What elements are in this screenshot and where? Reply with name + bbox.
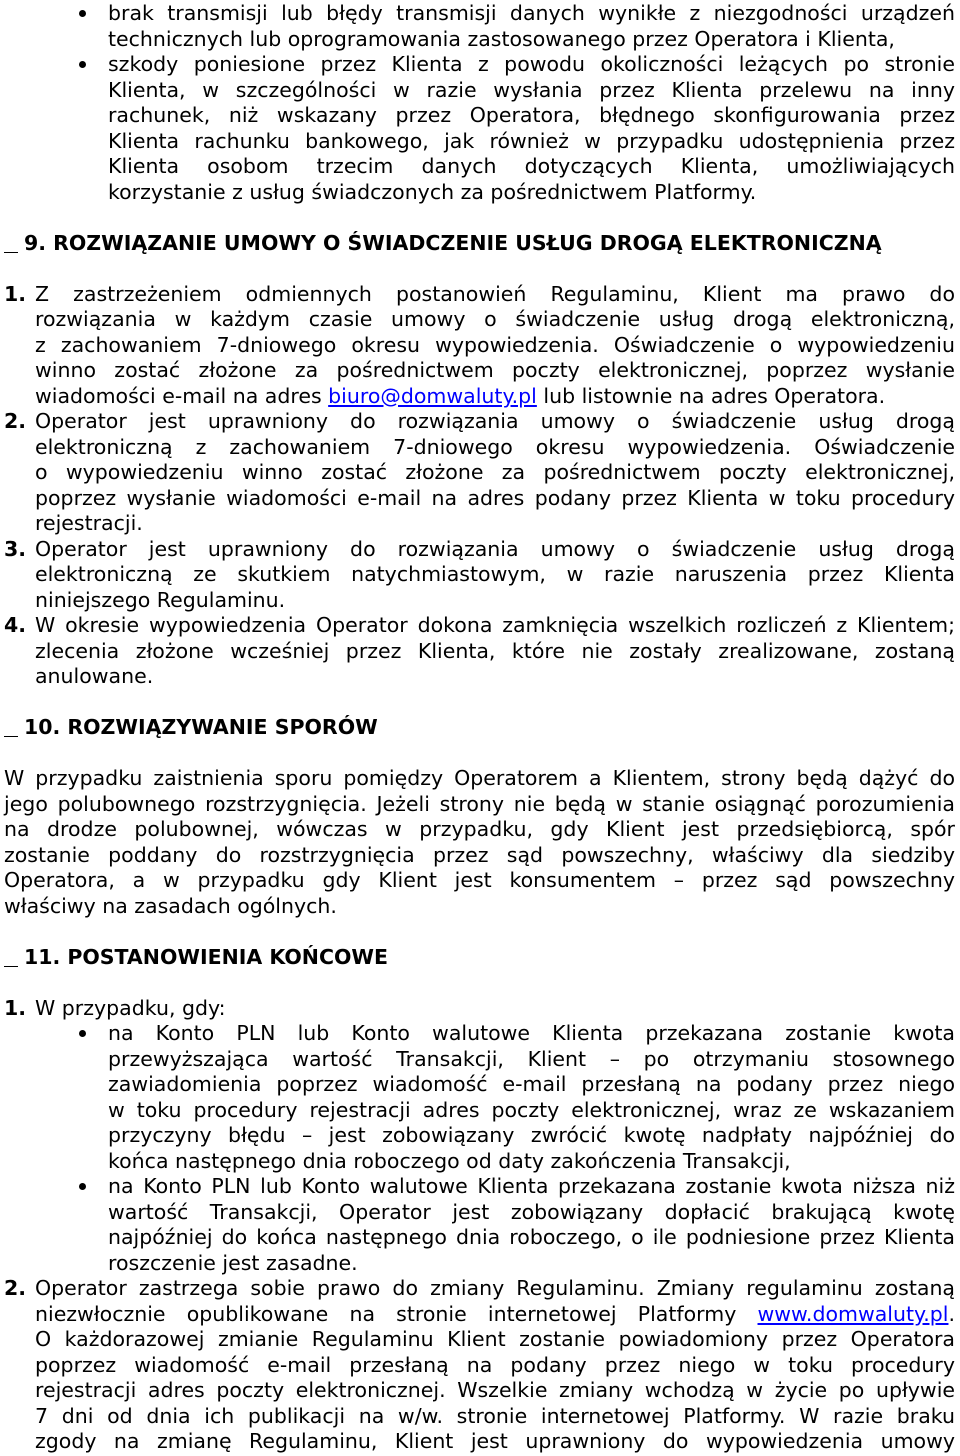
text-line: korzystanie z usług świadczonych za pośrednictwem Platformy.: [108, 179, 757, 204]
text-line: brak transmisji lub błędy transmisji danych wynikłe z niezgodności urządzeń: [108, 1, 955, 25]
item-number: 2.: [4, 409, 27, 433]
item-number: 3.: [4, 536, 27, 561]
text-line: Operatora, a w przypadku gdy Klient jest konsumentem – przez sąd powszechny: [4, 868, 955, 892]
website-link[interactable]: www.domwaluty.pl: [757, 1301, 949, 1326]
bullet-item: [108, 1021, 955, 1174]
bullet-list: [108, 1021, 955, 1276]
section-heading: [4, 945, 960, 971]
text-line: [35, 384, 955, 410]
bullet-icon: [79, 1183, 86, 1190]
line-text: .: [948, 1301, 955, 1326]
text-line: rachunek, niż wskazany przez Operatora, błędnego skonfigurowania przez: [108, 103, 955, 127]
text-line: o wypowiedzeniu winno zostać złożone za pośrednictwem poczty elektronicznej,: [35, 460, 955, 484]
text-line: Klienta, w szczególności w razie wysłania przez Klienta przelewu na inny: [108, 77, 955, 102]
text-line: O każdorazowej zmianie Regulaminu Klient zostanie powiadomiony przez Operatora: [35, 1327, 955, 1351]
numbered-item: [4, 536, 955, 614]
section-title: ROZWIĄZYWANIE SPORÓW: [67, 715, 378, 739]
text-line: z zachowaniem 7-dniowego okresu wypowiedzenia. Oświadczenie o wypowiedzeniu: [35, 332, 955, 357]
section-number: 9.: [24, 230, 47, 255]
text-line: przyczyny błędu – jest zobowiązany zwrócić kwotę nadpłaty najpóźniej do: [108, 1123, 955, 1147]
section-number: 10.: [24, 715, 61, 739]
bullet-item: [108, 1, 955, 52]
bullet-icon: [79, 61, 86, 68]
text-line: winno zostać złożone za pośrednictwem poczty elektronicznej, poprzez wysłanie: [35, 358, 955, 382]
text-line: szkody poniesione przez Klienta z powodu okoliczności leżących po stronie: [108, 52, 955, 76]
text-line: jego polubownego rozstrzygnięcia. Jeżeli strony nie będą w stanie osiągnąć porozumienia: [4, 791, 955, 816]
text-line: zostanie poddany do rozstrzygnięcia przez sąd powszechny, właściwy dla siedziby: [4, 842, 955, 867]
line-text: lub listownie na adres Operatora.: [536, 383, 886, 408]
section-title: POSTANOWIENIA KOŃCOWE: [67, 944, 389, 969]
text-line: w toku procedury rejestracji adres poczty elektronicznej, wraz ze wskazaniem: [108, 1097, 955, 1122]
text-line: W okresie wypowiedzenia Operator dokona zamknięcia wszelkich rozliczeń z Klientem;: [35, 613, 955, 637]
text-line: końca następnego dnia roboczego od daty zakończenia Transakcji,: [108, 1148, 791, 1173]
bullet-item: [108, 1174, 955, 1276]
section-title: ROZWIĄZANIE UMOWY O ŚWIADCZENIE USŁUG DROGĄ ELEKTRONICZNĄ: [53, 230, 882, 255]
text-line: 7 dni od dnia ich publikacji na w/w. stronie internetowej Platformy. W razie braku: [35, 1403, 955, 1428]
text-line: Operator zastrzega sobie prawo do zmiany Regulaminu. Zmiany regulaminu zostaną: [35, 1276, 955, 1300]
paragraph: [4, 766, 955, 919]
email-link[interactable]: biuro@domwaluty.pl: [328, 383, 537, 408]
text-line: anulowane.: [35, 664, 154, 688]
bullet-list: [108, 1, 955, 205]
numbered-list: [4, 281, 955, 690]
text-line: poprzez wiadomość e-mail przesłaną na podany przez niego w toku procedury: [35, 1352, 955, 1377]
heading-underline-mark: [4, 252, 18, 253]
item-number: 1.: [4, 995, 27, 1020]
text-line: rejestracji.: [35, 511, 143, 535]
text-line: najpóźniej do końca następnego dnia roboczego, o ile podniesione przez Klienta: [108, 1225, 955, 1249]
text-line: Klienta rachunku bankowego, jak również w przypadku udostępnienia przez: [108, 128, 955, 153]
text-line: poprzez wysłanie wiadomości e-mail na adres podany przez Klienta w toku procedury: [35, 485, 955, 510]
text-line: Klienta osobom trzecim danych dotyczących Klienta, umożliwiających: [108, 154, 955, 178]
section-heading: [4, 231, 960, 257]
bullet-icon: [79, 1030, 86, 1037]
numbered-item: [4, 409, 955, 537]
text-line: zlecenia złożone wcześniej przez Klienta, które nie zostały zrealizowane, zostaną: [35, 638, 955, 663]
text-line: roszczenie jest zasadne.: [108, 1250, 358, 1275]
text-line: Z zastrzeżeniem odmiennych postanowień Regulaminu, Klient ma prawo do: [35, 281, 955, 306]
item-number: 2.: [4, 1276, 27, 1300]
text-line: właściwy na zasadach ogólnych.: [4, 893, 337, 918]
text-line: na Konto PLN lub Konto walutowe Klienta przekazana zostanie kwota niższa niż: [108, 1174, 955, 1198]
text-line: Operator jest uprawniony do rozwiązania umowy o świadczenie usług drogą: [35, 409, 955, 433]
numbered-item: [4, 1276, 955, 1455]
bullet-item: [108, 52, 955, 205]
text-line: na drodze polubownej, wówczas w przypadku, gdy Klient jest przedsiębiorcą, spór: [4, 817, 955, 841]
text-line: W przypadku, gdy:: [35, 995, 226, 1020]
section-number: 11.: [24, 944, 61, 969]
item-number: 1.: [4, 281, 27, 306]
text-line: rejestracji adres poczty elektronicznej. Wszelkie zmiany wchodzą w życie po upływie: [35, 1378, 955, 1402]
text-line: technicznych lub oprogramowania zastosowanego przez Operatora i Klienta,: [108, 26, 895, 51]
heading-underline-mark: [4, 736, 18, 737]
line-text: niezwłocznie opublikowane na stronie internetowej Platformy: [35, 1301, 758, 1326]
numbered-item: [4, 613, 955, 690]
text-line: na Konto PLN lub Konto walutowe Klienta przekazana zostanie kwota: [108, 1021, 955, 1045]
numbered-item: [4, 995, 955, 1277]
item-number: 4.: [4, 613, 27, 637]
numbered-list: [4, 995, 955, 1455]
text-line: zgody na zmianę Regulaminu, Klient jest uprawniony do wypowiedzenia umowy: [35, 1429, 955, 1453]
text-line: [35, 1302, 955, 1328]
text-line: zawiadomienia poprzez wiadomość e-mail przesłaną na podany przez niego: [108, 1072, 955, 1096]
heading-underline-mark: [4, 966, 18, 967]
text-line: elektroniczną ze skutkiem natychmiastowym, w razie naruszenia przez Klienta: [35, 562, 955, 586]
text-line: wartość Transakcji, Operator jest zobowiązany dopłacić brakującą kwotę: [108, 1199, 955, 1224]
text-line: Operator jest uprawniony do rozwiązania umowy o świadczenie usług drogą: [35, 536, 955, 561]
text-line: W przypadku zaistnienia sporu pomiędzy Operatorem a Klientem, strony będą dążyć do: [4, 766, 955, 790]
bullet-icon: [79, 10, 86, 17]
text-line: rozwiązania w każdym czasie umowy o świadczenie usług drogą elektroniczną,: [35, 307, 955, 331]
line-text: wiadomości e-mail na adres: [35, 383, 329, 408]
section-heading: [4, 715, 960, 741]
text-line: elektroniczną z zachowaniem 7-dniowego okresu wypowiedzenia. Oświadczenie: [35, 434, 955, 459]
numbered-item: [4, 281, 955, 410]
text-line: przewyższająca wartość Transakcji, Klient – po otrzymaniu stosownego: [108, 1046, 955, 1071]
text-line: niniejszego Regulaminu.: [35, 587, 286, 612]
